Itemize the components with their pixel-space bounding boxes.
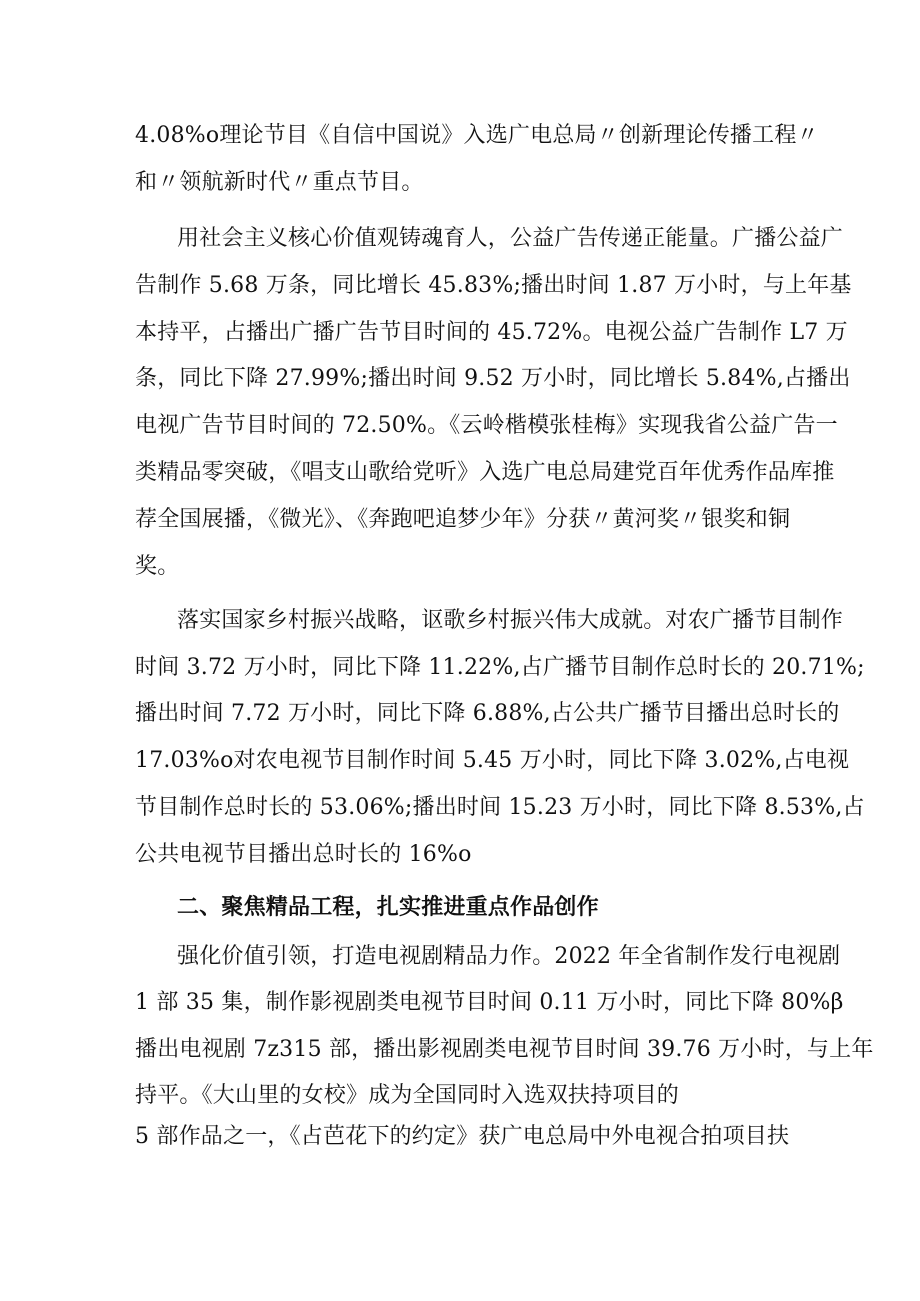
text-line: 1 部 35 集，制作影视剧类电视节目时间 0.11 万小时，同比下降 80%β <box>135 990 844 1015</box>
text-line: 和〃领航新时代〃重点节目。 <box>135 170 424 195</box>
text-line: 17.03%o对农电视节目制作时间 5.45 万小时，同比下降 3.02%,占电视 <box>135 748 850 773</box>
text-line: 类精品零突破，《唱支山歌给党听》入选广电总局建党百年优秀作品库推 <box>135 460 835 485</box>
text-line: 播出电视剧 7z315 部，播出影视剧类电视节目时间 39.76 万小时，与上年 <box>135 1037 874 1062</box>
text-line: 荐全国展播，《微光》、《奔跑吧追梦少年》分获〃黄河奖〃银奖和铜 <box>135 507 791 532</box>
text-line: 公共电视节目播出总时长的 16%o <box>135 842 472 867</box>
text-line: 告制作 5.68 万条，同比增长 45.83%;播出时间 1.87 万小时，与上年基 <box>135 273 852 298</box>
text-line: 时间 3.72 万小时，同比下降 11.22%,占广播节目制作总时长的 20.71%; <box>135 655 865 680</box>
text-line: 强化价值引领，打造电视剧精品力作。2022 年全省制作发行电视剧 <box>177 944 841 969</box>
text-line: 持平。《大山里的女校》成为全国同时入选双扶持项目的 <box>135 1083 680 1108</box>
text-line: 用社会主义核心价值观铸魂育人，公益广告传递正能量。广播公益广 <box>177 226 844 251</box>
text-line: 节目制作总时长的 53.06%;播出时间 15.23 万小时，同比下降 8.53%,占 <box>135 795 865 820</box>
text-line: 电视广告节目时间的 72.50%。《云岭楷模张桂梅》实现我省公益广告一 <box>135 413 838 438</box>
text-line: 奖。 <box>135 554 180 579</box>
text-line: 落实国家乡村振兴战略，讴歌乡村振兴伟大成就。对农广播节目制作 <box>177 608 844 633</box>
text-line: 4.08%o理论节目《自信中国说》入选广电总局〃创新理论传播工程〃 <box>135 123 819 148</box>
text-line: 条，同比下降 27.99%;播出时间 9.52 万小时，同比增长 5.84%,占播出 <box>135 366 851 391</box>
text-line: 本持平，占播出广播广告节目时间的 45.72%。电视公益广告制作 L7 万 <box>135 320 848 345</box>
text-line: 播出时间 7.72 万小时，同比下降 6.88%,占公共广播节目播出总时长的 <box>135 701 840 726</box>
text-line: 5 部作品之一，《占芭花下的约定》获广电总局中外电视合拍项目扶 <box>135 1124 790 1149</box>
section-heading: 二、聚焦精品工程，扎实推进重点作品创作 <box>177 895 599 920</box>
